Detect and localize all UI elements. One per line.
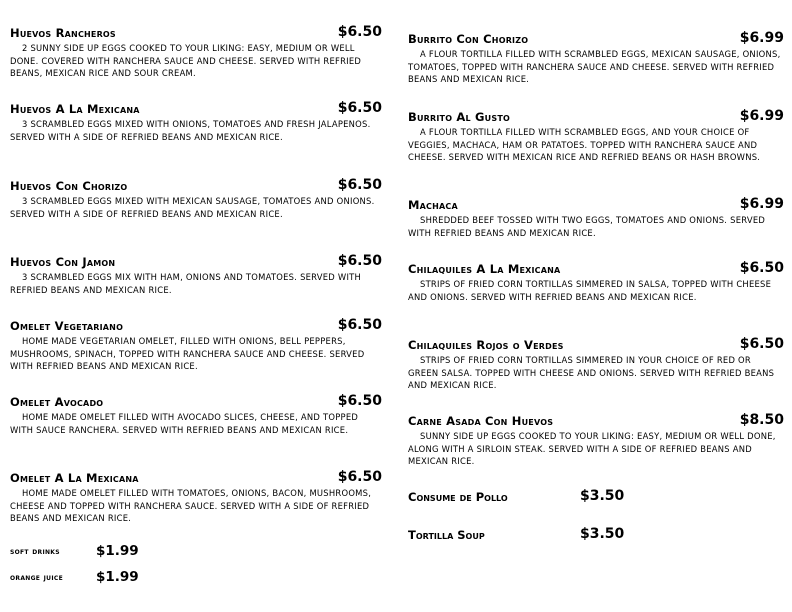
item-description: A FLOUR TORTILLA FILLED WITH SCRAMBLED EGGS, AND YOUR CHOICE OF VEGGIES, MACHACA, HAM OR PATATOES. TOPPED WITH RANCHERA SAUCE AND CHEESE. SERVED WITH MEXICAN RICE AND REFRIED BEANS OR HASH BROWNS.	[408, 127, 761, 163]
item-name: Chilaquiles A La Mexicana	[408, 262, 561, 276]
soup-tortilla-soup	[408, 526, 668, 544]
item-price: $6.50	[739, 336, 784, 352]
item-name: Huevos Con Jamon	[10, 255, 116, 269]
item-name: Burrito Con Chorizo	[408, 32, 529, 46]
item-price: $6.50	[739, 260, 784, 276]
item-name: Burrito Al Gusto	[408, 110, 510, 124]
menu-item-huevos-rancheros	[10, 24, 382, 80]
item-description: 2 SUNNY SIDE UP EGGS COOKED TO YOUR LIKING: EASY, MEDIUM OR WELL DONE. COVERED WITH RANCHERA SAUCE AND CHEESE. SERVED WITH REFRIED BEANS, MEXICAN RICE AND SOUR CREAM.	[10, 43, 362, 79]
item-description: 3 SCRAMBLED EGGS MIXED WITH ONIONS, TOMATOES AND FRESH JALAPENOS. SERVED WITH A SIDE OF REFRIED BEANS AND MEXICAN RICE.	[10, 119, 371, 142]
menu-item-huevos-con-jamon	[10, 253, 382, 296]
soup-name: Consume de Pollo	[408, 490, 508, 504]
item-price: $6.50	[337, 469, 382, 485]
drink-name: soft drinks	[10, 547, 60, 557]
item-name: Omelet Vegetariano	[10, 319, 124, 333]
item-description: HOME MADE OMELET FILLED WITH TOMATOES, ONIONS, BACON, MUSHROOMS, CHEESE AND TOPPED WITH RANCHERA SAUCE. SERVED WITH A SIDE OF REFRIED BEANS AND MEXICAN RICE.	[10, 488, 372, 524]
item-description: SHREDDED BEEF TOSSED WITH TWO EGGS, TOMATOES AND ONIONS. SERVED WITH REFRIED BEANS AND MEXICAN RICE.	[408, 215, 766, 238]
item-name: Huevos Con Chorizo	[10, 179, 128, 193]
item-name: Omelet Avocado	[10, 395, 104, 409]
menu-item-chilaquiles-rojos-o-verdes	[408, 336, 784, 392]
drink-name: orange juice	[10, 573, 63, 583]
menu-item-carne-asada-con-huevos	[408, 412, 784, 468]
menu-item-chilaquiles-a-la-mexicana	[408, 260, 784, 303]
item-name: Huevos Rancheros	[10, 26, 116, 40]
item-description: STRIPS OF FRIED CORN TORTILLAS SIMMERED IN YOUR CHOICE OF RED OR GREEN SALSA. TOPPED WITH CHEESE AND ONIONS. SERVED WITH REFRIED BEANS AND MEXICAN RICE.	[408, 355, 775, 391]
item-name: Chilaquiles Rojos o Verdes	[408, 338, 564, 352]
menu-item-omelet-a-la-mexicana	[10, 469, 382, 525]
item-price: $6.50	[337, 100, 382, 116]
item-description: HOME MADE VEGETARIAN OMELET, FILLED WITH ONIONS, BELL PEPPERS, MUSHROOMS, SPINACH, TOPPED WITH RANCHERA SAUCE AND CHEESE. SERVED WITH REFRIED BEANS AND MEXICAN RICE.	[10, 336, 365, 372]
drink-price: $1.99	[96, 543, 139, 559]
item-price: $6.50	[337, 253, 382, 269]
item-price: $8.50	[739, 412, 784, 428]
item-name: Carne Asada Con Huevos	[408, 414, 554, 428]
menu-item-huevos-a-la-mexicana	[10, 100, 382, 143]
item-price: $6.99	[739, 30, 784, 46]
menu-item-huevos-con-chorizo	[10, 177, 382, 220]
item-name: Machaca	[408, 198, 458, 212]
soup-name: Tortilla Soup	[408, 528, 485, 542]
item-name: Omelet A La Mexicana	[10, 471, 139, 485]
menu-item-omelet-vegetariano	[10, 317, 382, 373]
menu-item-omelet-avocado	[10, 393, 382, 436]
item-description: 3 SCRAMBLED EGGS MIXED WITH MEXICAN SAUSAGE, TOMATOES AND ONIONS. SERVED WITH A SIDE OF REFRIED BEANS AND MEXICAN RICE.	[10, 196, 375, 219]
item-price: $6.99	[739, 108, 784, 124]
item-price: $6.50	[337, 393, 382, 409]
item-description: STRIPS OF FRIED CORN TORTILLAS SIMMERED IN SALSA, TOPPED WITH CHEESE AND ONIONS. SERVED WITH REFRIED BEANS AND MEXICAN RICE.	[408, 279, 772, 302]
item-price: $6.99	[739, 196, 784, 212]
drink-price: $1.99	[96, 569, 139, 585]
soup-price: $3.50	[580, 526, 625, 542]
soup-price: $3.50	[580, 488, 625, 504]
item-price: $6.50	[337, 24, 382, 40]
item-description: HOME MADE OMELET FILLED WITH AVOCADO SLICES, CHEESE, AND TOPPED WITH SAUCE RANCHERA. SERVED WITH REFRIED BEANS AND MEXICAN RICE.	[10, 412, 359, 435]
menu-item-burrito-al-gusto	[408, 108, 784, 164]
item-description: SUNNY SIDE UP EGGS COOKED TO YOUR LIKING: EASY, MEDIUM OR WELL DONE, ALONG WITH A SIRLOIN STEAK. SERVED WITH A SIDE OF REFRIED BEANS AND MEXICAN RICE.	[408, 431, 776, 467]
menu-item-machaca	[408, 196, 784, 239]
menu-item-burrito-con-chorizo	[408, 30, 784, 86]
item-description: A FLOUR TORTILLA FILLED WITH SCRAMBLED EGGS, MEXICAN SAUSAGE, ONIONS, TOMATOES, TOPPED WITH RANCHERA SAUCE AND CHEESE. SERVED WITH REFRIED BEANS AND MEXICAN RICE.	[408, 49, 781, 85]
item-name: Huevos A La Mexicana	[10, 102, 140, 116]
item-price: $6.50	[337, 317, 382, 333]
soup-consume-de-pollo	[408, 488, 668, 506]
item-description: 3 SCRAMBLED EGGS MIX WITH HAM, ONIONS AND TOMATOES. SERVED WITH REFRIED BEANS AND MEXICAN RICE.	[10, 272, 362, 295]
item-price: $6.50	[337, 177, 382, 193]
